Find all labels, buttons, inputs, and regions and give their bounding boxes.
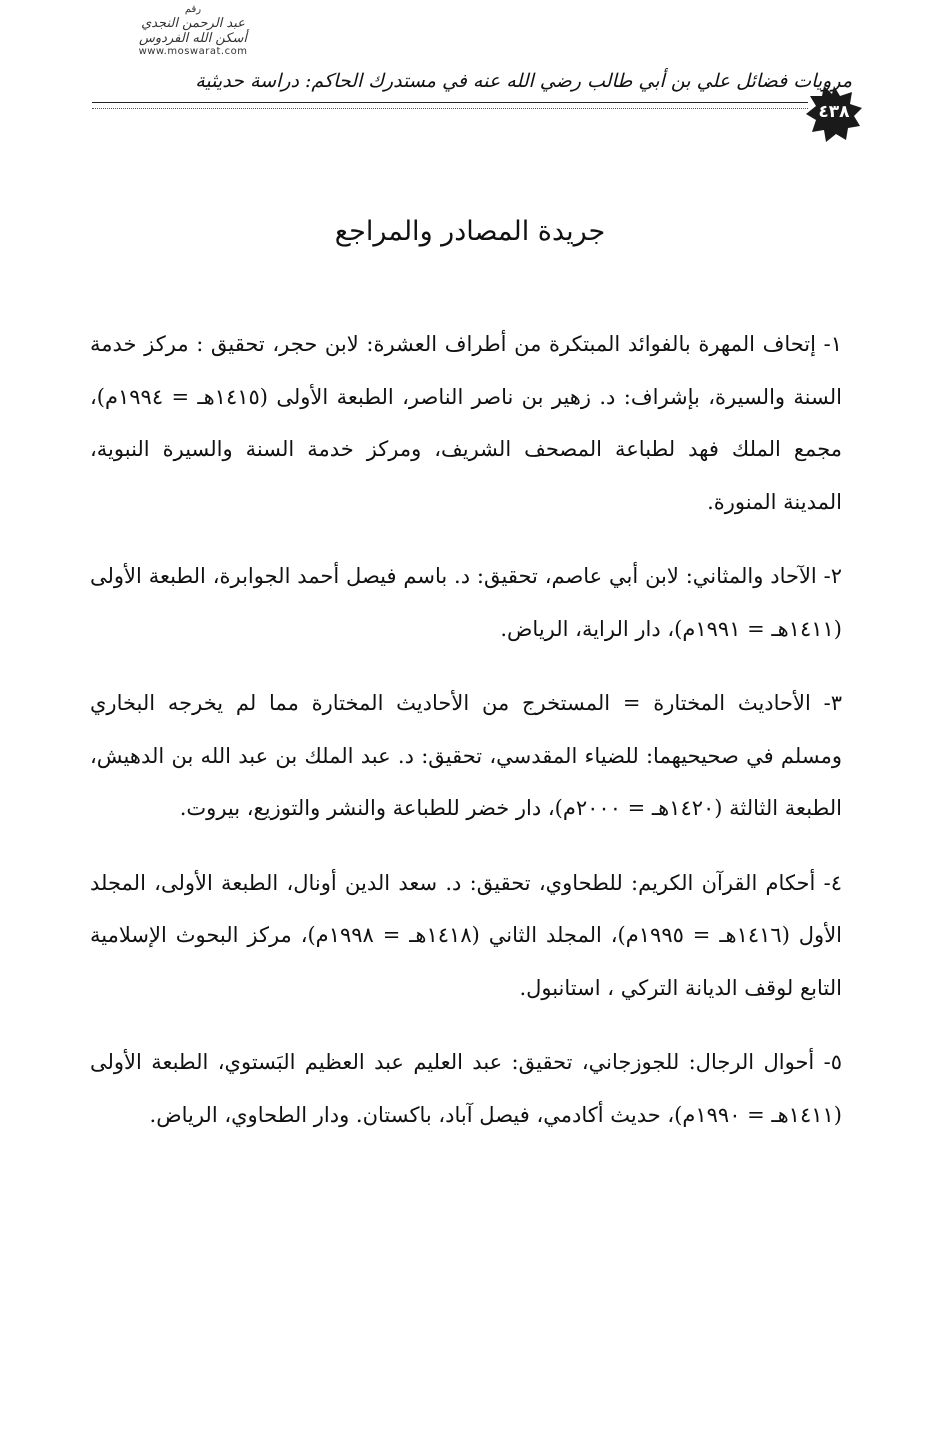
section-heading: جريدة المصادر والمراجع — [334, 216, 606, 247]
page-number-badge — [806, 86, 862, 142]
stamp-line-1: رقم — [184, 4, 202, 15]
bibliography-entry: ٤- أحكام القرآن الكريم: للطحاوي، تحقيق: د. سعد الدين أونال، الطبعة الأولى، المجلد الأول (١٤١٦هـ = ١٩٩٥م)، المجلد الثاني (١٤١٨هـ = ١٩٩٨م)، مركز البحوث الإسلامية التابع لوقف الديانة التركي ، استانبول. — [90, 870, 843, 1000]
header-title: مرويات فضائل علي بن أبي طالب رضي الله عنه في مستدرك الحاكم: دراسة حديثية — [195, 70, 852, 92]
bibliography-entry: ٢- الآحاد والمثاني: لابن أبي عاصم، تحقيق: د. باسم فيصل أحمد الجوابرة، الطبعة الأولى (١٤١١هـ = ١٩٩١م)، دار الراية، الرياض. — [90, 564, 842, 641]
bibliography-entry: ٥- أحوال الرجال: للجوزجاني، تحقيق: عبد العليم عبد العظيم البَستوي، الطبعة الأولى (١٤١١هـ = ١٩٩٠م)، حديث أكادمي، فيصل آباد، باكستان. ودار الطحاوي، الرياض. — [90, 1050, 842, 1127]
page-number: ٤٣٨ — [818, 102, 850, 122]
stamp-line-3: أسكن الله الفردوس — [139, 31, 247, 46]
header-dotted-rule — [92, 108, 808, 109]
stamp-website: www.moswarat.com — [138, 46, 248, 57]
bibliography-list — [90, 318, 842, 1168]
running-header — [92, 66, 852, 106]
bibliography-entry: ١- إتحاف المهرة بالفوائد المبتكرة من أطراف العشرة: لابن حجر، تحقيق : مركز خدمة السنة والسيرة، بإشراف: د. زهير بن ناصر الناصر، الطبعة الأولى (١٤١٥هـ = ١٩٩٤م)، مجمع الملك فهد لطباعة المصحف الشريف، ومركز خدمة السنة والسيرة النبوية، المدينة المنورة. — [90, 332, 842, 514]
header-rule — [92, 102, 808, 103]
bibliography-entry: ٣- الأحاديث المختارة = المستخرج من الأحاديث المختارة مما لم يخرجه البخاري ومسلم في صحيحيهما: للضياء المقدسي، تحقيق: د. عبد الملك بن عبد الله بن الدهيش، الطبعة الثالثة (١٤٢٠هـ = ٢٠٠٠م)، دار خضر للطباعة والنشر والتوزيع، بيروت. — [90, 691, 842, 820]
stamp-line-2: عبد الرحمن النجدي — [141, 16, 245, 31]
owner-stamp — [98, 4, 288, 58]
